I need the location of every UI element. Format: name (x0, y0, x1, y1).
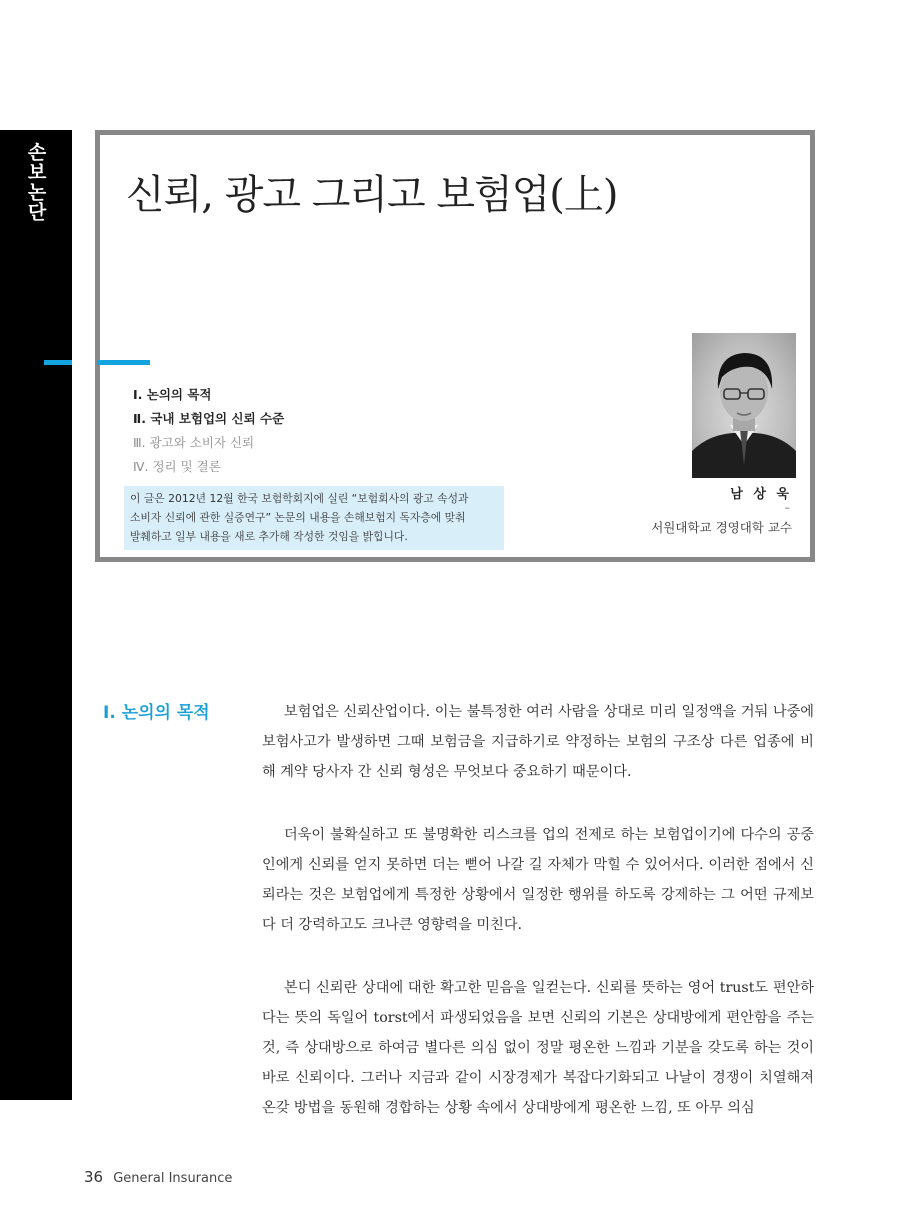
author-portrait-icon (692, 333, 796, 478)
title-box (95, 130, 815, 562)
article-title: 신뢰, 광고 그리고 보험업(上) (126, 172, 618, 218)
note-line: 소비자 신뢰에 관한 실증연구” 논문의 내용을 손해보험지 독자층에 맞춰 (130, 511, 466, 524)
accent-line-left (44, 360, 72, 365)
note-line: 이 글은 2012년 12월 한국 보험학회지에 실린 “보험회사의 광고 속성과 (130, 492, 469, 505)
author-affiliation: 서원대학교 경영대학 교수 (651, 520, 792, 535)
body-paragraph: 더욱이 불확실하고 또 불명확한 리스크를 업의 전제로 하는 보험업이기에 다수의 공중인에게 신뢰를 얻지 못하면 더는 뻗어 나갈 길 자체가 막힐 수 있어서다. 이러한 점에서 신뢰라는 것은 보험업에게 특정한 상황에서 일정한 행위를 하도록 강제하는 그 어떤 규제보다 더 강력하고도 크나큰 영향력을 미친다. (262, 827, 814, 933)
author-name: 남 상 욱 (730, 487, 792, 502)
author-photo (692, 333, 796, 478)
sidebar-column-tab (0, 130, 72, 1100)
author-divider: – (784, 501, 790, 514)
section-label: 손보논단 (24, 142, 47, 222)
accent-line-right (97, 360, 150, 365)
note-line: 발췌하고 일부 내용을 새로 추가해 작성한 것임을 밝힙니다. (130, 530, 408, 543)
article-body (262, 697, 814, 1156)
body-paragraph: 보험업은 신뢰산업이다. 이는 불특정한 여러 사람을 상대로 미리 일정액을 거둬 나중에 보험사고가 발생하면 그때 보험금을 지급하기로 약정하는 보험의 구조상 다른 업종에 비해 계약 당사자 간 신뢰 형성은 무엇보다 중요하기 때문이다. (262, 704, 814, 780)
table-of-contents (133, 383, 284, 479)
section-heading: Ⅰ. 논의의 목적 (103, 703, 210, 723)
toc-item: Ⅰ. 논의의 목적 (133, 387, 212, 402)
publication-name: General Insurance (113, 1171, 233, 1186)
toc-item: Ⅳ. 정리 및 결론 (133, 459, 221, 474)
body-paragraph: 본디 신뢰란 상대에 대한 확고한 믿음을 일컫는다. 신뢰를 뜻하는 영어 trust도 편안하다는 뜻의 독일어 torst에서 파생되었음을 보면 신뢰의 기본은 상대방에게 편안함을 주는 것, 즉 상대방으로 하여금 별다른 의심 없이 정말 평온한 느낌과 기분을 갖도록 하는 것이 바로 신뢰이다. 그러나 지금과 같이 시장경제가 복잡다기화되고 나날이 경쟁이 치열해져 온갖 방법을 동원해 경합하는 상황 속에서 상대방에게 평온한 느낌, 또 아무 의심 (262, 980, 814, 1116)
source-note (124, 486, 504, 550)
toc-item: Ⅱ. 국내 보험업의 신뢰 수준 (133, 411, 285, 426)
page-number: 36 (84, 1168, 104, 1186)
page-footer (84, 1168, 232, 1186)
toc-item: Ⅲ. 광고와 소비자 신뢰 (133, 435, 255, 450)
